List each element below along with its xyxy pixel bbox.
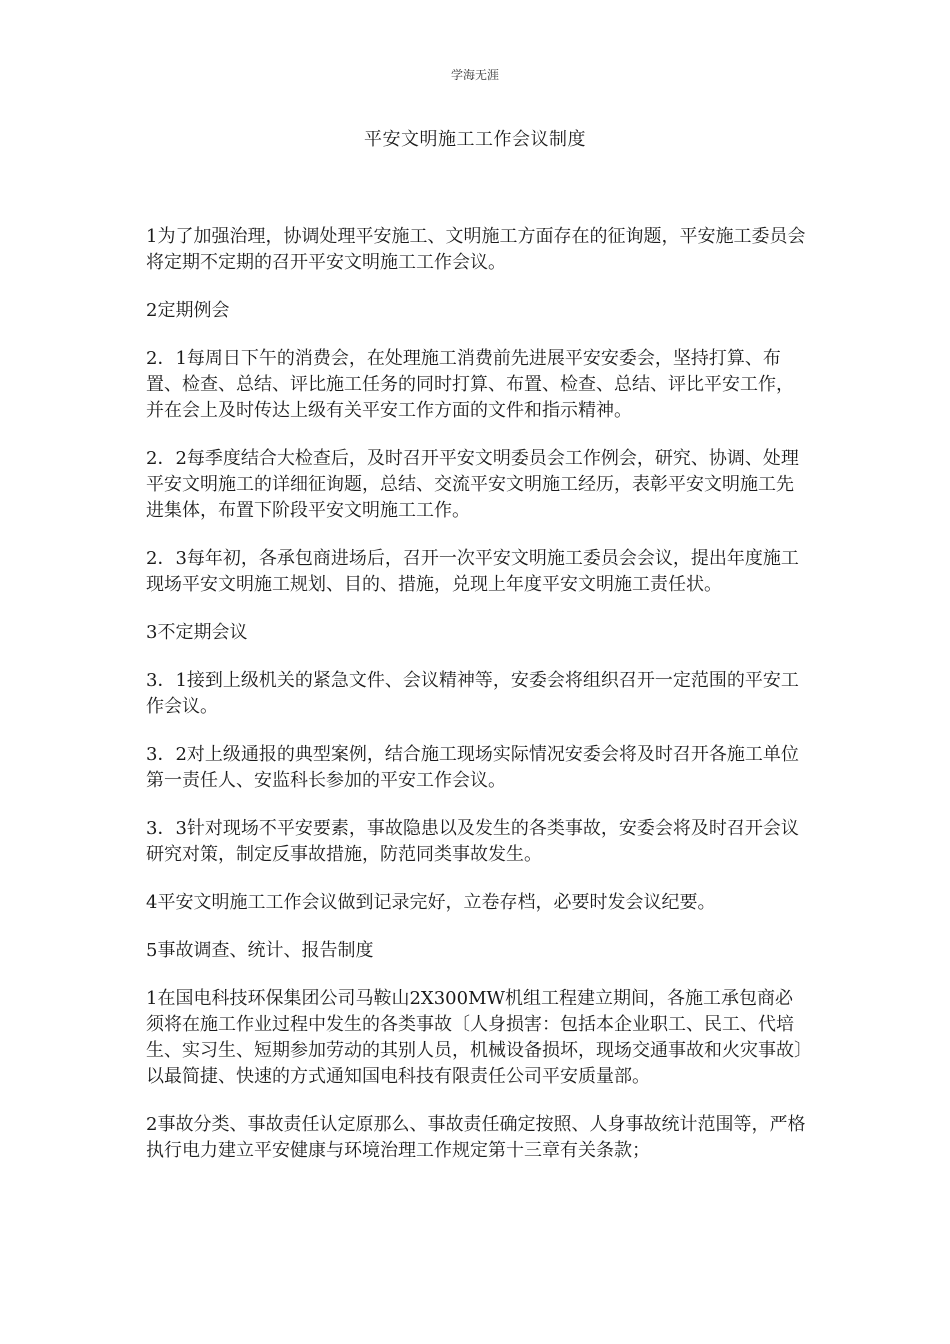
document-title: 平安文明施工工作会议制度 [364, 129, 586, 150]
section-heading-accident-reporting: 5事故调查、统计、报告制度 [146, 940, 374, 961]
paragraph-3-3: 3．3针对现场不平安要素，事故隐患以及发生的各类事故，安委会将及时召开会议研究对策，制定反事故措施，防范同类事故发生。 [146, 818, 799, 865]
section-heading-irregular-meetings: 3不定期会议 [146, 622, 248, 643]
paragraph-3-1: 3．1接到上级机关的紧急文件、会议精神等，安委会将组织召开一定范围的平安工作会议。 [146, 670, 799, 717]
page-header: 学海无涯 [450, 68, 499, 82]
paragraph-accident-1: 1在国电科技环保集团公司马鞍山2X300MW机组工程建立期间，各施工承包商必须将在施工作业过程中发生的各类事故〔人身损害：包括本企业职工、民工、代培生、实习生、短期参加劳动的其别人员，机械设备损坏，现场交通事故和火灾事故〕以最简捷、快速的方式通知国电科技有限责任公司平安质量部。 [146, 988, 803, 1087]
section-heading-regular-meetings: 2定期例会 [146, 300, 230, 321]
paragraph-2-3: 2．3每年初，各承包商进场后，召开一次平安文明施工委员会会议，提出年度施工现场平安文明施工规划、目的、措施，兑现上年度平安文明施工责任状。 [146, 548, 799, 595]
paragraph-4-records: 4平安文明施工工作会议做到记录完好，立卷存档，必要时发会议纪要。 [146, 892, 716, 913]
paragraph-accident-2: 2事故分类、事故责任认定原那么、事故责任确定按照、人身事故统计范围等，严格执行电力建立平安健康与环境治理工作规定第十三章有关条款； [146, 1114, 806, 1161]
paragraph-2-2: 2．2每季度结合大检查后，及时召开平安文明委员会工作例会，研究、协调、处理平安文明施工的详细征询题，总结、交流平安文明施工经历，表彰平安文明施工先进集体，布置下阶段平安文明施工工作。 [146, 448, 799, 521]
document-body [146, 224, 806, 1186]
paragraph-purpose: 1为了加强治理，协调处理平安施工、文明施工方面存在的征询题，平安施工委员会将定期不定期的召开平安文明施工工作会议。 [146, 226, 806, 273]
paragraph-2-1: 2．1每周日下午的消费会，在处理施工消费前先进展平安安委会，坚持打算、布置、检查、总结、评比施工任务的同时打算、布置、检查、总结、评比平安工作，并在会上及时传达上级有关平安工作方面的文件和指示精神。 [146, 348, 794, 421]
paragraph-3-2: 3．2对上级通报的典型案例，结合施工现场实际情况安委会将及时召开各施工单位第一责任人、安监科长参加的平安工作会议。 [146, 744, 799, 791]
